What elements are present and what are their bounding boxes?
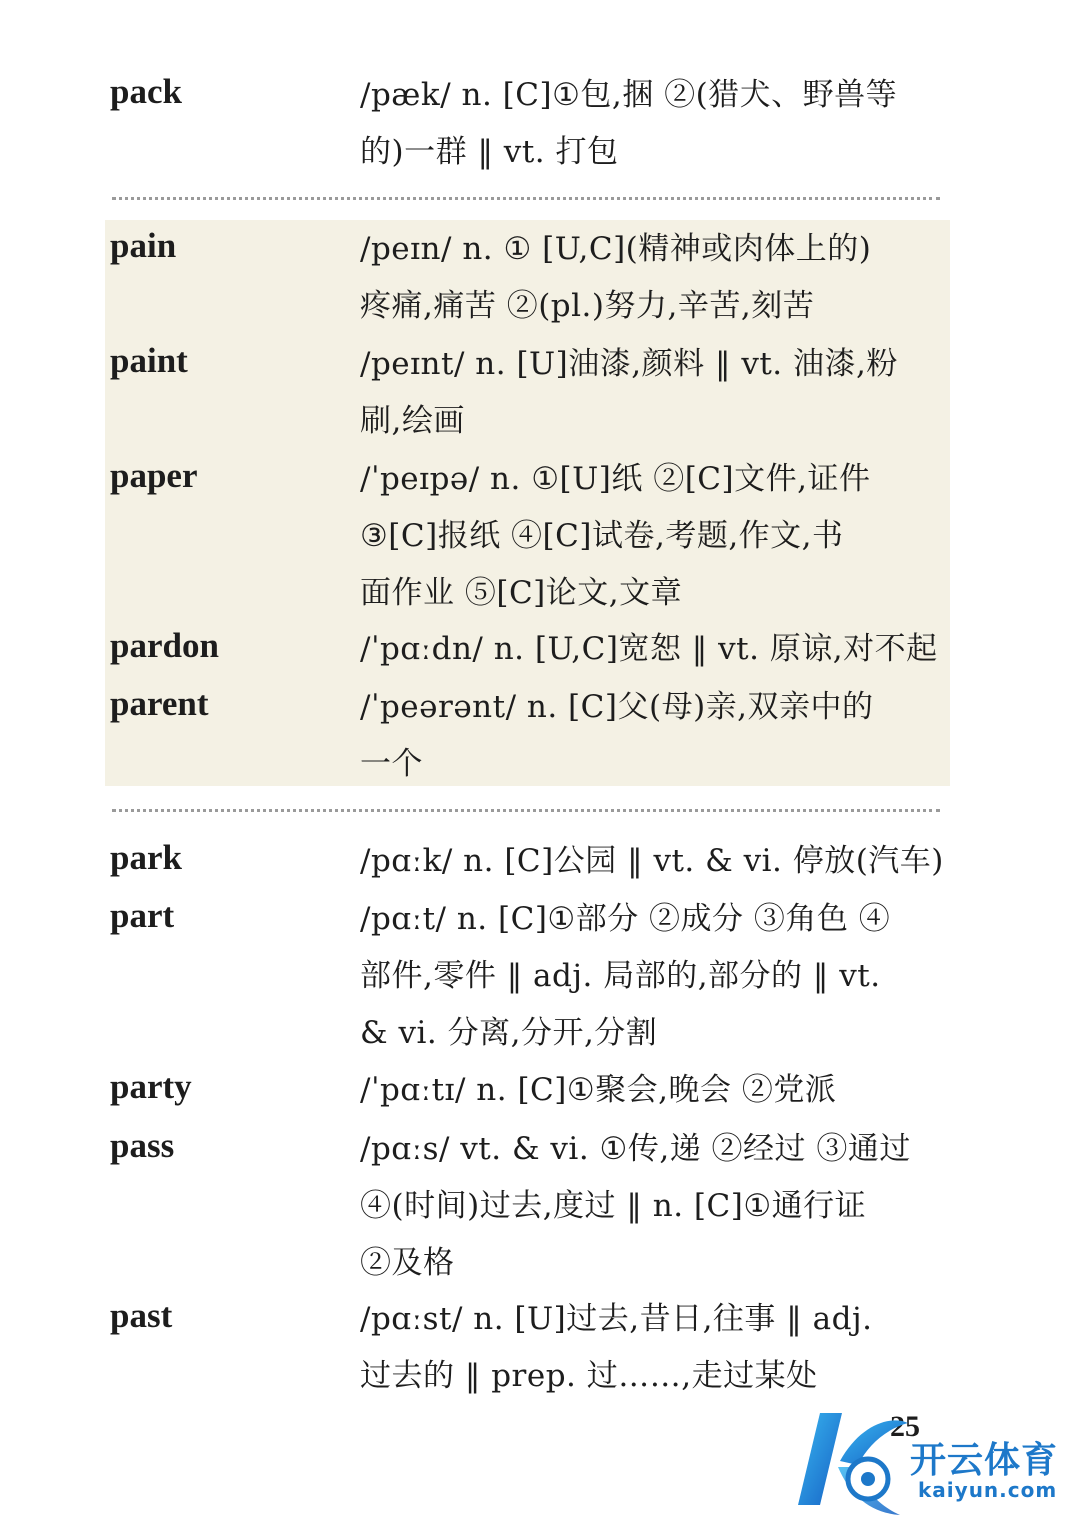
definition: [360, 221, 945, 335]
definition: [360, 1291, 945, 1405]
definition-line: 的)一群 ‖ vt. 打包: [360, 134, 619, 170]
definition-line: /pɑːst/ n. [U]过去,昔日,往事 ‖ adj.: [360, 1301, 873, 1337]
definition-line: /pɑːt/ n. [C]①部分 ②成分 ③角色 ④: [360, 901, 891, 937]
definition: [360, 67, 945, 181]
definition-line: /pɑːs/ vt. & vi. ①传,递 ②经过 ③通过: [360, 1131, 911, 1167]
headword: parent: [110, 684, 209, 723]
definition: [360, 621, 945, 678]
watermark-name: 开云体育: [910, 1440, 1059, 1481]
definition-line: 过去的 ‖ prep. 过……,走过某处: [360, 1358, 818, 1394]
headword: park: [110, 838, 182, 877]
headword: party: [110, 1067, 192, 1106]
headword: pass: [110, 1126, 175, 1165]
headword: paint: [110, 341, 188, 380]
definition: [360, 891, 945, 1062]
page-number: 25: [890, 1410, 920, 1443]
definition-line: 刷,绘画: [360, 403, 465, 439]
definition: [360, 833, 945, 890]
definition-line: 面作业 ⑤[C]论文,文章: [360, 575, 683, 611]
definition-line: /pæk/ n. [C]①包,捆 ②(猎犬、野兽等: [360, 77, 898, 113]
definition: [360, 1121, 945, 1292]
dotted-divider: [112, 197, 940, 200]
headword: pain: [110, 226, 177, 265]
definition-line: 疼痛,痛苦 ②(pl.)努力,辛苦,刻苦: [360, 288, 815, 324]
definition: [360, 1062, 945, 1119]
headword: pardon: [110, 626, 219, 665]
definition-line: /ˈpɑːtɪ/ n. [C]①聚会,晚会 ②党派: [360, 1072, 837, 1108]
headword: pack: [110, 72, 182, 111]
headword: part: [110, 896, 175, 935]
definition-line: /pɑːk/ n. [C]公园 ‖ vt. & vi. 停放(汽车): [360, 843, 944, 879]
headword: past: [110, 1296, 173, 1335]
definition-line: ③[C]报纸 ④[C]试卷,考题,作文,书: [360, 518, 844, 554]
definition-line: ②及格: [360, 1245, 455, 1281]
definition-line: & vi. 分离,分开,分割: [360, 1015, 658, 1051]
definition-line: /peɪn/ n. ① [U,C](精神或肉体上的): [360, 231, 872, 267]
definition-line: /ˈpeɪpə/ n. ①[U]纸 ②[C]文件,证件: [360, 461, 871, 497]
definition: [360, 679, 945, 793]
definition-line: 一个: [360, 746, 423, 782]
definition: [360, 336, 945, 450]
definition-line: /peɪnt/ n. [U]油漆,颜料 ‖ vt. 油漆,粉: [360, 346, 898, 382]
watermark-url: kaiyun.com: [918, 1478, 1058, 1502]
headword: paper: [110, 456, 198, 495]
definition: [360, 451, 945, 622]
dotted-divider: [112, 809, 940, 812]
definition-line: ④(时间)过去,度过 ‖ n. [C]①通行证: [360, 1188, 867, 1224]
definition-line: 部件,零件 ‖ adj. 局部的,部分的 ‖ vt.: [360, 958, 881, 994]
definition-line: /ˈpɑːdn/ n. [U,C]宽恕 ‖ vt. 原谅,对不起: [360, 631, 938, 667]
definition-line: /ˈpeərənt/ n. [C]父(母)亲,双亲中的: [360, 689, 874, 725]
